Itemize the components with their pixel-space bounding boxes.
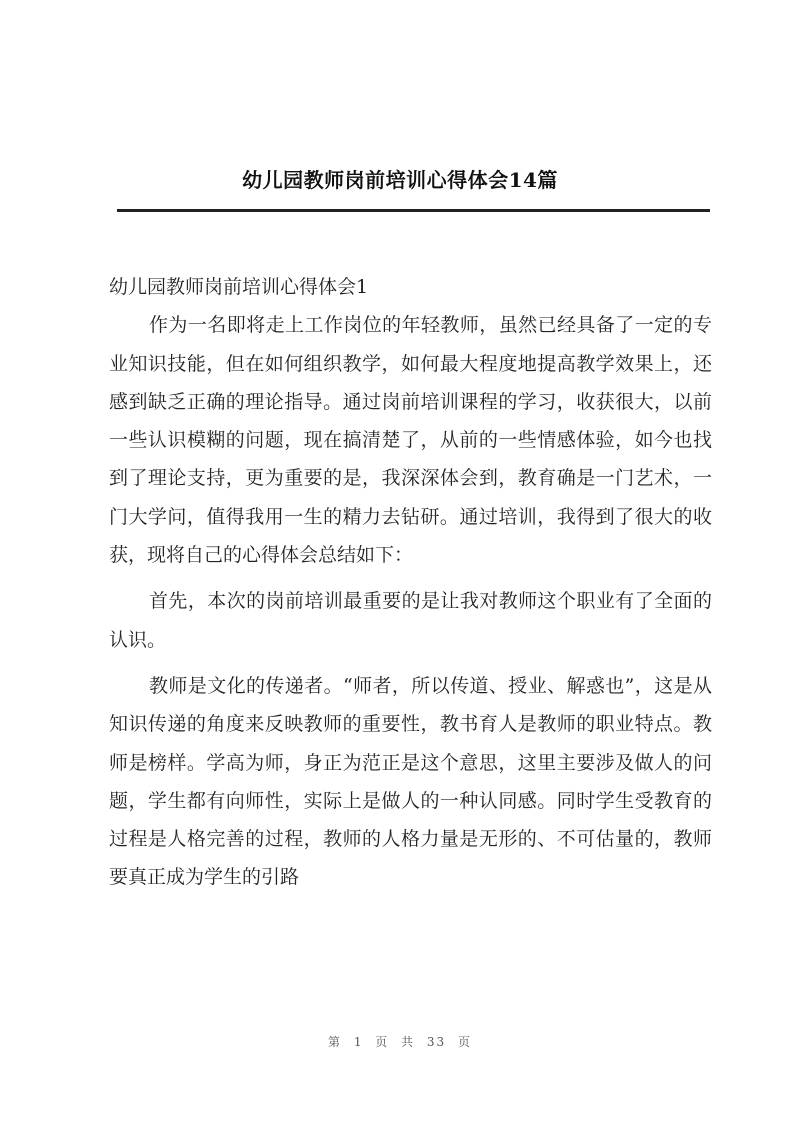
section-heading: 幼儿园教师岗前培训心得体会1 xyxy=(109,276,369,298)
paragraph: 作为一名即将走上工作岗位的年轻教师，虽然已经具备了一定的专业知识技能，但在如何组织教学，如何最大程度地提高教学效果上，还感到缺乏正确的理论指导。通过岗前培训课程的学习，收获很大，以前一些认识模糊的问题，现在搞清楚了，从前的一些情感体验，如今也找到了理论支持，更为重要的是，我深深体会到，教育确是一门艺术，一门大学问，值得我用一生的精力去钻研。通过培训，我得到了很大的收获，现将自己的心得体会总结如下： xyxy=(109,314,712,567)
title-divider xyxy=(117,209,710,212)
document-body xyxy=(109,268,712,897)
page-footer: 第 1 页 共 33 页 xyxy=(328,1035,472,1049)
document-title: 幼儿园教师岗前培训心得体会14篇 xyxy=(242,168,558,192)
paragraph: 教师是文化的传递者。“师者，所以传道、授业、解惑也”，这是从知识传递的角度来反映教师的重要性，教书育人是教师的职业特点。教师是榜样。学高为师，身正为范正是这个意思，这里主要涉及做人的问题，学生都有向师性，实际上是做人的一种认同感。同时学生受教育的过程是人格完善的过程，教师的人格力量是无形的、不可估量的，教师要真正成为学生的引路 xyxy=(109,674,712,889)
paragraph: 首先，本次的岗前培训最重要的是让我对教师这个职业有了全面的认识。 xyxy=(109,590,712,651)
